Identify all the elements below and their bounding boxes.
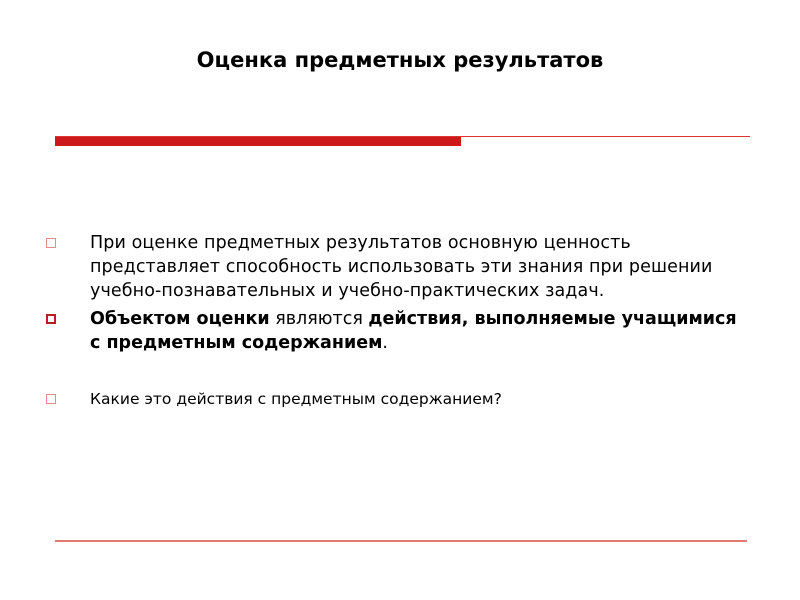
bullet-item-3 xyxy=(46,387,746,411)
bullet-item-2 xyxy=(46,307,746,355)
bullet-2-text-1: являются xyxy=(269,309,369,329)
bullet-item-1 xyxy=(46,231,746,303)
bullet-2-text-2: . xyxy=(382,333,388,353)
top-accent-bar xyxy=(55,137,461,146)
bullet-2-bold-2: действия, выполняемые учащимися с предметным содержанием xyxy=(90,309,737,353)
bullet-list xyxy=(46,231,746,411)
bullet-3-text: Какие это действия с предметным содержанием? xyxy=(90,390,502,408)
square-bullet-icon xyxy=(46,238,56,248)
square-bullet-icon xyxy=(46,394,56,404)
square-bullet-icon xyxy=(46,314,56,324)
bullet-2-bold-1: Объектом оценки xyxy=(90,309,270,329)
bullet-1-text: При оценке предметных результатов основную ценность представляет способность использовать эти знания при решении учебно-познавательных и учебно-практических задач. xyxy=(90,233,713,301)
bottom-rule xyxy=(55,540,747,542)
slide-title: Оценка предметных результатов xyxy=(196,48,604,72)
